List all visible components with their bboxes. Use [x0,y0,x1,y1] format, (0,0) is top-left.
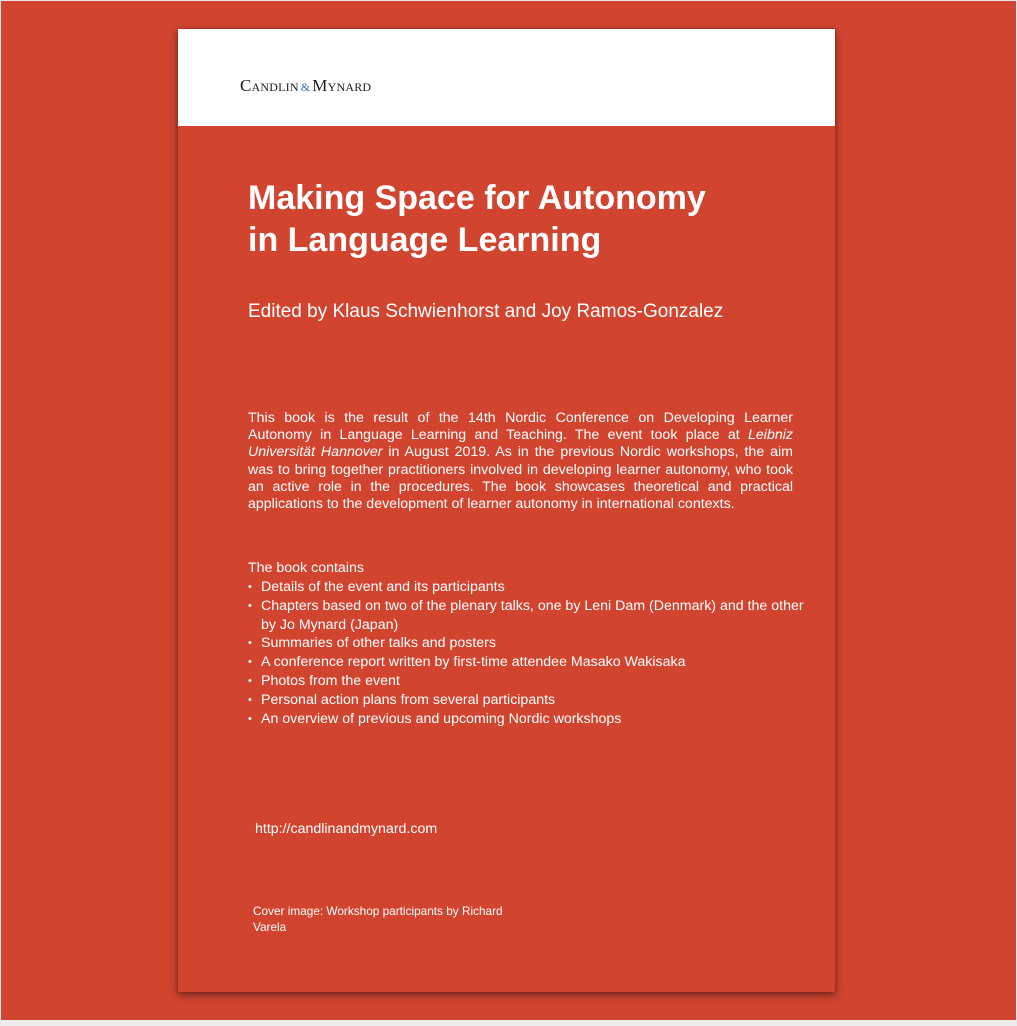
contents-list [248,578,808,728]
publisher-logo [240,76,371,96]
bullet: • [248,712,252,725]
book-title-line2: in Language Learning [248,221,602,259]
publisher-name-part2: Mynard [312,76,372,95]
bullet: • [248,637,252,650]
list-item-text: Summaries of other talks and posters [261,635,496,652]
bullet: • [248,693,252,706]
list-item-text: Photos from the event [261,672,400,689]
publisher-url: http://candlinandmynard.com [255,821,438,837]
list-item [248,597,808,635]
list-item [248,710,808,729]
bullet: • [248,599,252,612]
editors-line: Edited by Klaus Schwienhorst and Joy Ramos-Gonzalez [248,301,724,322]
publisher-band [178,29,835,126]
list-item [248,578,808,597]
blurb-part2: in August 2019. As in the previous Nordic workshops, the aim was to bring together practitioners involved in developing learner autonomy, who took an active role in the procedures. The book showcases theoretical and practical applications to the development of learner autonomy in international contexts. [248,444,793,513]
list-item-text: Chapters based on two of the plenary talks, one by Leni Dam (Denmark) and the other by Jo Mynard (Japan) [261,597,804,633]
list-item [248,653,808,672]
list-item [248,691,808,710]
blurb-venue: Leibniz Universität Hannover [248,427,793,461]
list-item-text: A conference report written by first-time attendee Masako Wakisaka [261,654,686,671]
list-item-text: An overview of previous and upcoming Nordic workshops [261,710,622,727]
book-back-cover [178,29,835,992]
list-item [248,634,808,653]
list-item-text: Personal action plans from several participants [261,691,556,708]
bullet: • [248,581,252,593]
blurb-part1: This book is the result of the 14th Nordic Conference on Developing Learner Autonomy in Language Learning and Teaching. The event took place at [248,410,793,444]
bullet: • [248,656,252,669]
contents-intro: The book contains [248,560,364,576]
book-title [248,177,808,261]
list-item [248,672,808,691]
book-blurb [248,410,793,513]
publisher-name-part1: Candlin [240,76,299,95]
book-title-line1: Making Space for Autonomy [248,179,706,217]
publisher-ampersand: & [300,80,311,94]
list-item-text: Details of the event and its participants [261,579,505,595]
cover-image-credit: Cover image: Workshop participants by Richard Varela [253,904,503,934]
bullet: • [248,674,252,687]
